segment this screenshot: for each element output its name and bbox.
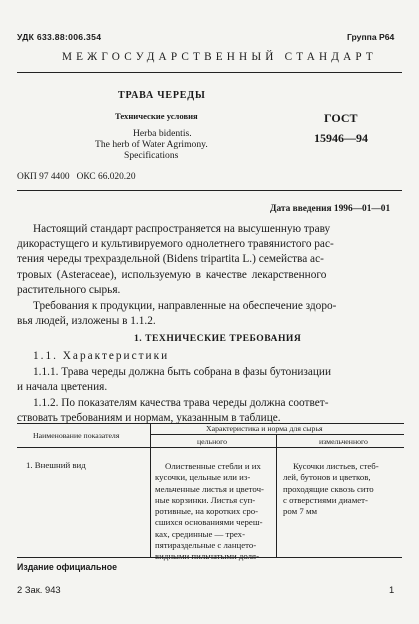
- paragraph-line: вья людей, изложены в 1.1.2.: [17, 315, 156, 328]
- cell-line: Олиственные стебли и их: [165, 461, 261, 471]
- section-1-1: 1.1. Характеристики: [33, 350, 170, 362]
- clause-1-1-2: [17, 396, 401, 426]
- table-row-indicator: 1. Внешний вид: [26, 460, 86, 470]
- cell-line: ром 7 мм: [283, 506, 318, 517]
- cell-line: пятираздельные с ланцето-: [155, 540, 257, 551]
- table-header-indicator: Наименование показателя: [33, 431, 120, 440]
- table-header-group: Характеристика и норма для сырья: [206, 424, 323, 433]
- okp-oks-codes: ОКП 97 4400 ОКС 66.020.20: [17, 172, 136, 182]
- table-cell-crushed: [283, 461, 403, 517]
- cell-line: ках, срединные — трех-: [155, 528, 246, 539]
- title-rule: [17, 190, 402, 191]
- page-number: 1: [389, 584, 395, 595]
- clause-1-1-1: [17, 365, 401, 395]
- group-code: Группа Р64: [347, 32, 395, 42]
- order-number: 2 Зак. 943: [17, 584, 61, 595]
- paragraph-line: тровых (Asteraceae), используемую в качестве лекарственного: [17, 268, 327, 281]
- paragraph-line: Требования к продукции, направленные на обеспечение здоро-: [33, 300, 337, 312]
- paragraph-line: дикорастущего и культивируемого однолетнего травянистого рас-: [17, 238, 334, 251]
- document-title: ТРАВА ЧЕРЕДЫ: [118, 90, 206, 101]
- paragraph-line: тения череды трехраздельной (Bidens tripartita L.) семейства ас-: [17, 253, 324, 266]
- cell-line: ные корзинки. Листья суп-: [155, 494, 256, 505]
- intro-paragraph: [17, 222, 401, 298]
- cell-line: лей, бутонов и цветков,: [283, 472, 371, 483]
- document-subtitle: Технические условия: [115, 111, 198, 121]
- gost-label: ГОСТ: [324, 111, 358, 125]
- table-header-border: [17, 447, 404, 448]
- table-column-divider: [276, 434, 277, 557]
- cell-line: сшихся основаниями череш-: [155, 517, 263, 528]
- header-rule: [17, 72, 402, 73]
- table-cell-whole: [155, 461, 274, 563]
- paragraph-line: растительного сырья.: [17, 283, 121, 296]
- paragraph-line: и начала цветения.: [17, 381, 108, 394]
- cell-line: мельченные листья и цветоч-: [155, 483, 264, 494]
- paragraph-line: 1.1.2. По показателям качества трава череды должна соответ-: [33, 397, 329, 409]
- paragraph-line: ствовать требованиям и нормам, указанным в таблице.: [17, 412, 281, 425]
- cell-line: видными пильчатыми доля-: [155, 551, 260, 562]
- cell-line: кусочки, цельные или из-: [155, 472, 251, 483]
- table-header-crushed: измельченного: [319, 437, 368, 446]
- english-subtitle: Specifications: [124, 150, 179, 161]
- cell-line: с отверстиями диамет-: [283, 494, 368, 505]
- latin-title: Herba bidentis.: [133, 128, 192, 139]
- health-paragraph: [17, 299, 401, 329]
- official-edition: Издание официальное: [17, 562, 117, 572]
- udk-code: УДК 633.88:006.354: [17, 32, 102, 42]
- cell-line: ротивные, на коротких сро-: [155, 506, 259, 517]
- cell-line: проходящие сквозь сито: [283, 483, 374, 494]
- section-title: 1. ТЕХНИЧЕСКИЕ ТРЕБОВАНИЯ: [134, 333, 302, 344]
- paragraph-line: Настоящий стандарт распространяется на высушенную траву: [33, 223, 331, 235]
- cell-line: Кусочки листьев, стеб-: [293, 461, 379, 471]
- paragraph-line: 1.1.1. Трава череды должна быть собрана в фазы бутонизации: [33, 366, 332, 378]
- table-column-divider: [150, 423, 151, 557]
- intro-date: Дата введения 1996—01—01: [270, 204, 391, 214]
- english-title: The herb of Water Agrimony.: [95, 139, 208, 150]
- footer-rule: [17, 557, 402, 558]
- gost-number: 15946—94: [314, 131, 368, 145]
- table-subheader-border: [150, 434, 404, 435]
- table-header-whole: цельного: [197, 437, 228, 446]
- standard-type: МЕЖГОСУДАРСТВЕННЫЙ СТАНДАРТ: [62, 51, 377, 63]
